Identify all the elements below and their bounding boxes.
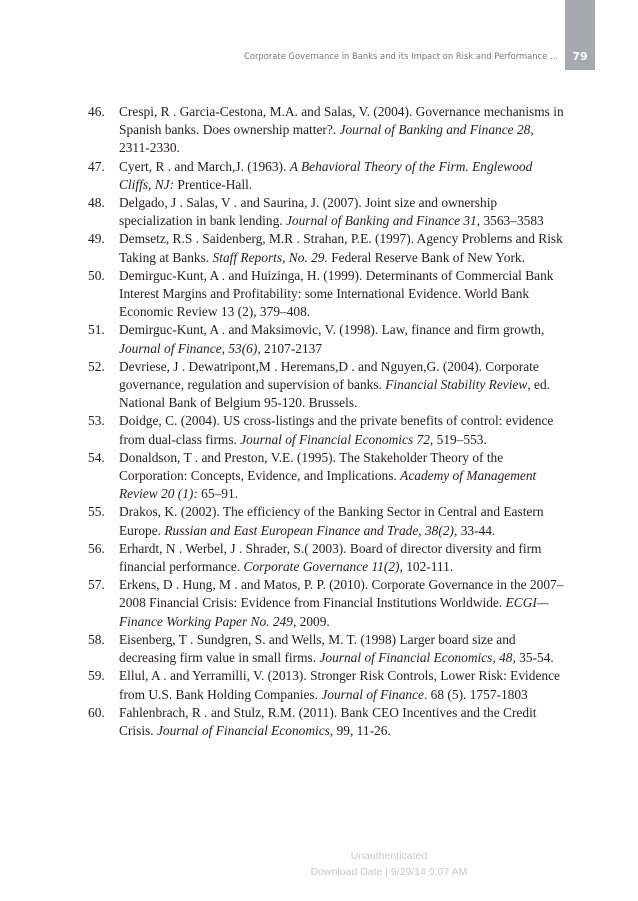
reference-number: 47. [88,158,105,174]
reference-item [88,267,566,322]
reference-text: Drakos, K. (2002). The efficiency of the Banking Sector in Central and Eastern Europe. [119,504,544,538]
reference-text: Demirguc-Kunt, A . and Huizinga, H. (1999). Determinants of Commercial Bank Interest Margins and Profitability: some International Evidence. World Bank Economic Review 13 (2), 379–408. [119,267,554,320]
reference-number: 55. [88,504,105,520]
reference-number: 51. [88,322,105,338]
reference-item [88,321,566,357]
reference-source: Journal of Financial Economics [156,722,330,738]
reference-source: ECGI—Finance Working Paper No. 249 [119,595,549,629]
reference-source: Financial Stability Review [385,377,528,393]
reference-number: 53. [88,413,105,429]
reference-text: , 3563–3583 [476,213,544,229]
reference-text: Erhardt, N . Werbel, J . Shrader, S.( 2003). Board of director diversity and firm financial performance. [119,540,542,575]
reference-text: Prentice-Hall. [174,176,253,192]
reference-item [88,358,566,413]
reference-source: Journal of Financial Economics, 48, [319,650,516,666]
footer-unauthenticated: Unauthenticated [350,850,428,862]
reference-source: Journal of Finance, 53(6), [119,340,261,356]
reference-source: Corporate Governance 11(2), [243,559,403,575]
reference-text: Eisenberg, T . Sundgren, S. and Wells, M. T. (1998) Larger board size and decreasing firm value in small firms. [119,631,516,666]
reference-source: Journal of Finance [321,686,424,702]
reference-text: , ed. National Bank of Belgium 95-120. Brussels. [119,377,550,411]
reference-number: 57. [88,577,105,593]
reference-item [88,449,566,504]
reference-text: 2107-2137 [260,340,323,356]
footer-download-date: Download Date | 9/29/14 9:07 AM [310,866,468,878]
reference-item [88,631,566,667]
reference-number: 60. [88,704,105,720]
reference-item [88,704,566,740]
reference-item [88,103,566,158]
reference-item [88,503,566,539]
reference-number: 46. [88,104,105,119]
reference-item [88,194,566,230]
reference-text: Demirguc-Kunt, A . and Maksimovic, V. (1998). Law, finance and firm growth, [119,322,545,338]
reference-text: , 519–553. [429,431,487,447]
reference-text: Federal Reserve Bank of New York. [327,249,525,265]
reference-source: A Behavioral Theory of the Firm. Englewood Cliffs, NJ: [119,158,533,192]
reference-number: 50. [88,267,105,283]
reference-number: 48. [88,195,105,211]
reference-item [88,576,566,631]
reference-text: Crespi, R . Garcia-Cestona, M.A. and Salas, V. (2004). Governance mechanisms in Spanish banks. Does ownership matter?. [119,104,564,138]
reference-number: 59. [88,668,105,684]
reference-item [88,230,566,266]
reference-text: , 99, 11-26. [329,722,391,738]
reference-text: . 68 (5). 1757-1803 [423,686,528,702]
reference-text: 33-44. [457,522,496,538]
reference-number: 56. [88,540,105,556]
reference-source: Journal of Banking and Finance 28 [339,122,531,138]
reference-text: Demsetz, R.S . Saidenberg, M.R . Strahan, P.E. (1997). Agency Problems and Risk Taking at Banks. [119,231,563,265]
reference-text: Fahlenbrach, R . and Stulz, R.M. (2011). Bank CEO Incentives and the Credit Crisis. [119,704,537,738]
reference-text: Delgado, J . Salas, V . and Saurina, J. (2007). Joint size and ownership specialization in bank lending. [119,195,498,229]
reference-text: Devriese, J . Dewatripont,M . Heremans,D . and Nguyen,G. (2004). Corporate governance, regulation and supervision of banks. [119,358,539,393]
reference-text: , 2009. [292,613,330,629]
reference-source: Russian and East European Finance and Trade, 38(2), [164,522,458,538]
running-title: Corporate Governance in Banks and its Impact on Risk and Performance ... [243,51,558,61]
reference-source: Journal of Financial Economics 72 [240,431,430,447]
reference-text: Donaldson, T . and Preston, V.E. (1995). The Stakeholder Theory of the Corporation: Concepts, Evidence, and Implications. [119,449,504,484]
reference-text: , 2311-2330. [119,122,534,156]
page-number: 79 [572,50,588,63]
reference-number: 49. [88,231,105,247]
reference-source: Journal of Banking and Finance 31 [285,213,477,229]
reference-item [88,667,566,703]
reference-text: Ellul, A . and Yerramilli, V. (2013). Stronger Risk Controls, Lower Risk: Evidence from U.S. Bank Holding Companies. [119,668,560,702]
reference-source: Staff Reports, No. 29. [212,249,328,265]
reference-item [88,540,566,576]
reference-text: 102-111. [402,559,454,575]
reference-source: Academy of Management Review 20 (1): [119,468,537,502]
reference-text: Erkens, D . Hung, M . and Matos, P. P. (2010). Corporate Governance in the 2007–2008 Financial Crisis: Evidence from Financial Institutions Worldwide. [119,577,564,611]
reference-text: 35-54. [515,650,554,666]
reference-number: 58. [88,631,105,647]
reference-text: Cyert, R . and March,J. (1963). [119,158,290,174]
reference-text: Doidge, C. (2004). US cross-listings and the private benefits of control: evidence from dual-class firms. [119,413,554,447]
reference-text: 65–91. [197,486,238,502]
reference-number: 52. [88,358,105,374]
reference-item [88,158,566,194]
reference-list [88,103,566,740]
reference-item [88,412,566,448]
reference-number: 54. [88,449,105,465]
